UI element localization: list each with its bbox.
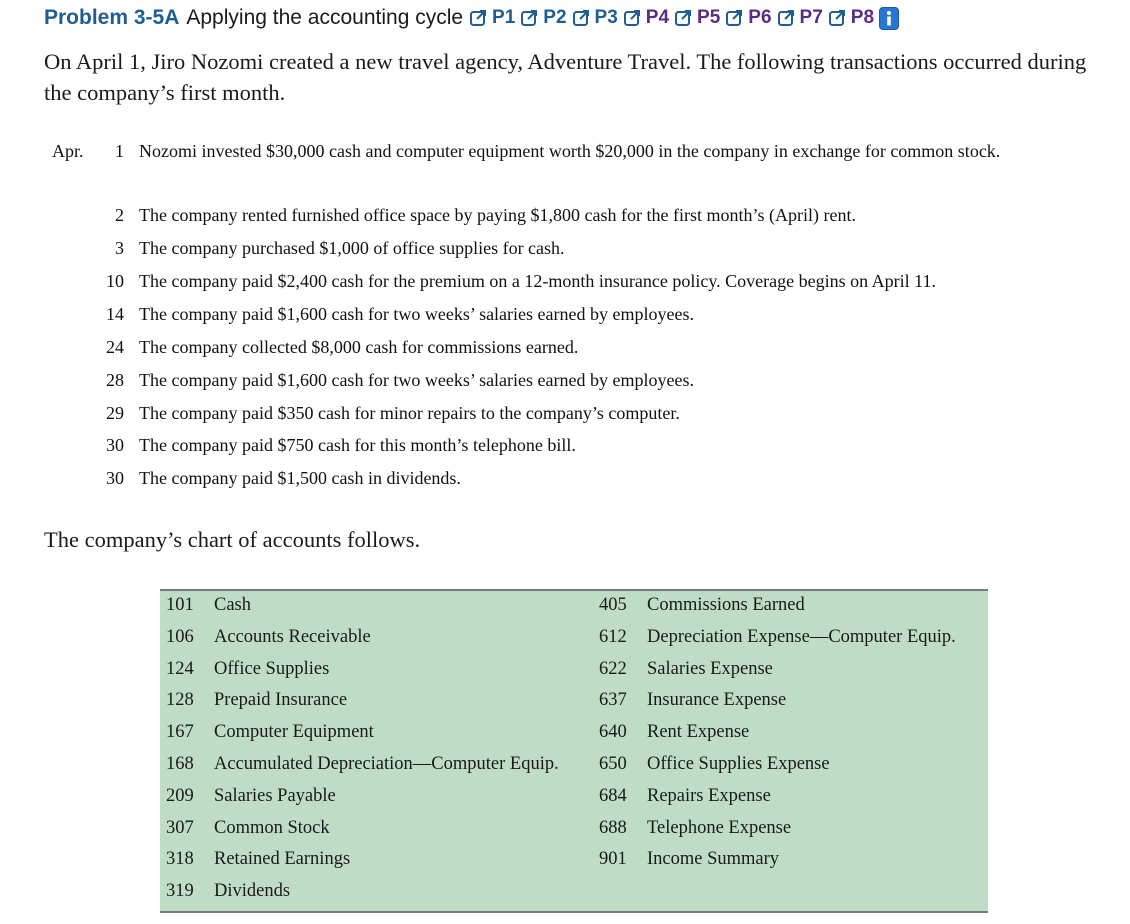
account-number: 106 (166, 626, 194, 647)
problem-link-p4[interactable] (623, 7, 669, 29)
account-name: Office Supplies Expense (647, 754, 830, 774)
account-number: 307 (166, 817, 194, 838)
external-link-icon (725, 8, 748, 28)
account-name: Retained Earnings (214, 849, 351, 870)
account-number: 319 (166, 881, 194, 902)
account-number: 901 (599, 849, 627, 870)
problem-link-p2[interactable] (520, 7, 566, 29)
transaction-description: The company collected $8,000 cash for commissions earned. (139, 337, 579, 357)
transaction-description: The company purchased $1,000 of office supplies for cash. (139, 238, 565, 258)
problem-link-label: P7 (799, 7, 823, 28)
problem-link-label: P6 (748, 7, 772, 28)
external-link-icon (520, 8, 543, 28)
account-number: 612 (599, 626, 627, 647)
problem-number: Problem 3-5A (44, 6, 180, 29)
account-number: 209 (166, 785, 194, 806)
account-number: 168 (166, 754, 194, 774)
problem-link-label: P5 (697, 7, 721, 28)
problem-links (469, 7, 879, 29)
problem-link-p7[interactable] (777, 7, 823, 29)
problem-header (44, 4, 899, 32)
external-link-icon (828, 8, 851, 28)
problem-link-label: P1 (492, 7, 516, 28)
account-name: Common Stock (214, 817, 330, 838)
problem-link-label: P8 (850, 7, 875, 28)
transaction-description: Nozomi invested $30,000 cash and computer equipment worth $20,000 in the company in exchange for common stock. (139, 141, 1001, 161)
external-link-icon (572, 8, 595, 28)
problem-link-p1[interactable] (469, 7, 515, 29)
problem-link-label: P2 (543, 7, 567, 28)
account-name: Income Summary (647, 849, 780, 870)
external-link-icon (469, 8, 492, 28)
transaction-description: The company paid $1,600 cash for two weeks’ salaries earned by employees. (139, 304, 694, 324)
transaction-day: 10 (106, 271, 124, 291)
transaction-month: Apr. (52, 141, 84, 161)
account-name: Cash (214, 595, 251, 615)
transaction-description: The company paid $2,400 cash for the premium on a 12-month insurance policy. Coverage begins on April 11. (139, 271, 936, 291)
transaction-day: 3 (115, 238, 124, 258)
account-number: 688 (599, 817, 627, 838)
transaction-description: The company paid $750 cash for this month’s telephone bill. (139, 435, 576, 455)
transaction-day: 30 (106, 468, 124, 488)
transaction-day: 2 (115, 205, 124, 225)
chart-of-accounts (160, 589, 988, 913)
transaction-day: 29 (106, 403, 124, 423)
account-name: Depreciation Expense—Computer Equip. (647, 626, 956, 647)
problem-link-label: P3 (594, 7, 618, 28)
account-number: 684 (599, 785, 627, 806)
account-number: 640 (599, 722, 627, 743)
account-number: 318 (166, 849, 194, 870)
account-number: 622 (599, 658, 627, 679)
account-number: 405 (599, 595, 627, 615)
problem-link-p3[interactable] (572, 7, 618, 29)
account-number: 650 (599, 754, 627, 774)
transaction-day: 14 (106, 304, 124, 324)
account-name: Accumulated Depreciation—Computer Equip. (214, 754, 559, 774)
intro-paragraph: On April 1, Jiro Nozomi created a new travel agency, Adventure Travel. The following transactions occurred during the company’s first month. (44, 49, 1087, 105)
account-number: 167 (166, 722, 194, 743)
transaction-description: The company paid $1,600 cash for two weeks’ salaries earned by employees. (139, 370, 694, 390)
account-name: Rent Expense (647, 722, 750, 743)
external-link-icon (674, 8, 697, 28)
transaction-day: 1 (115, 141, 124, 161)
problem-link-p5[interactable] (674, 7, 720, 29)
account-name: Commissions Earned (647, 595, 805, 615)
account-name: Prepaid Insurance (214, 690, 348, 711)
chart-intro: The company’s chart of accounts follows. (44, 527, 421, 552)
problem-title: Applying the accounting cycle (186, 6, 464, 29)
account-name: Salaries Expense (647, 658, 773, 679)
info-icon[interactable] (879, 7, 899, 30)
problem-link-p6[interactable] (725, 7, 771, 29)
account-number: 128 (166, 690, 194, 711)
account-name: Dividends (214, 881, 291, 902)
transaction-description: The company rented furnished office space by paying $1,800 cash for the first month’s (April) rent. (139, 205, 856, 225)
account-number: 101 (166, 595, 194, 615)
account-name: Repairs Expense (647, 785, 771, 806)
account-name: Office Supplies (214, 658, 330, 679)
transaction-description: The company paid $1,500 cash in dividends. (139, 468, 461, 488)
account-name: Telephone Expense (647, 817, 792, 838)
account-number: 124 (166, 658, 194, 679)
external-link-icon (777, 8, 800, 28)
transaction-day: 28 (106, 370, 124, 390)
external-link-icon (623, 8, 646, 28)
problem-link-p8[interactable] (828, 7, 874, 29)
account-name: Salaries Payable (214, 785, 336, 806)
transaction-day: 30 (106, 435, 124, 455)
transaction-day: 24 (106, 337, 124, 357)
account-name: Insurance Expense (647, 690, 787, 711)
account-number: 637 (599, 690, 627, 711)
account-name: Accounts Receivable (214, 626, 371, 647)
account-name: Computer Equipment (214, 722, 374, 743)
transaction-description: The company paid $350 cash for minor repairs to the company’s computer. (139, 403, 680, 423)
problem-link-label: P4 (645, 7, 670, 28)
